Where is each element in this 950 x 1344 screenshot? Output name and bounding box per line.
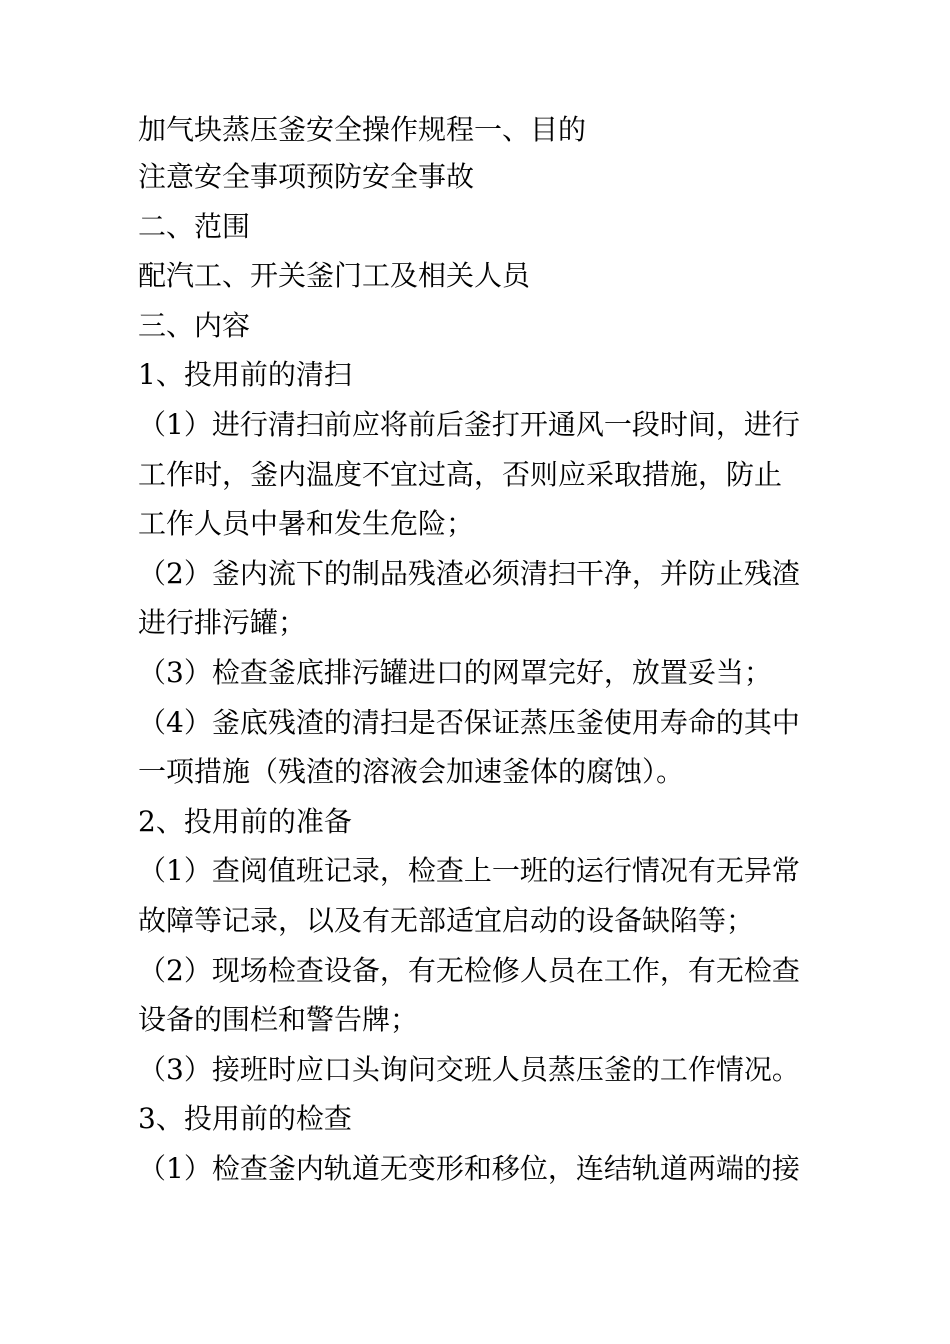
- text-line: 工作时，釜内温度不宜过高，否则应采取措施，防止: [138, 457, 783, 491]
- text-line: （1）检查釜内轨道无变形和移位，连结轨道两端的接: [138, 1151, 800, 1185]
- text-line: （4）釜底残渣的清扫是否保证蒸压釜使用寿命的其中: [138, 705, 800, 739]
- text-line: （1）进行清扫前应将前后釜打开通风一段时间，进行: [138, 407, 800, 441]
- subsection-heading: 1、投用前的清扫: [138, 358, 352, 392]
- title-line: 加气块蒸压釜安全操作规程一、目的: [138, 113, 587, 146]
- text-line: 一项措施（残渣的溶液会加速釜体的腐蚀）。: [138, 755, 685, 789]
- text-line: （2）现场检查设备，有无检修人员在工作，有无检查: [138, 953, 800, 987]
- text-line: 设备的围栏和警告牌；: [138, 1003, 419, 1037]
- text-line: （3）检查釜底排污罐进口的网罩完好，放置妥当；: [138, 655, 772, 689]
- document-body: [138, 108, 828, 1193]
- text-line: （3）接班时应口头询问交班人员蒸压釜的工作情况。: [138, 1052, 800, 1086]
- text-line: 注意安全事项预防安全事故: [138, 160, 475, 193]
- text-line: 进行排污罐；: [138, 606, 307, 640]
- text-line: （2）釜内流下的制品残渣必须清扫干净，并防止残渣: [138, 556, 800, 590]
- text-line: 故障等记录，以及有无部适宜启动的设备缺陷等；: [138, 903, 755, 937]
- subsection-heading: 2、投用前的准备: [138, 804, 352, 838]
- text-line: 配汽工、开关釜门工及相关人员: [138, 259, 531, 293]
- subsection-heading: 3、投用前的检查: [138, 1102, 352, 1136]
- text-line: （1）查阅值班记录，检查上一班的运行情况有无异常: [138, 854, 800, 888]
- section-heading: 二、范围: [138, 209, 251, 243]
- section-heading: 三、内容: [138, 308, 251, 342]
- text-line: 工作人员中暑和发生危险；: [138, 507, 475, 541]
